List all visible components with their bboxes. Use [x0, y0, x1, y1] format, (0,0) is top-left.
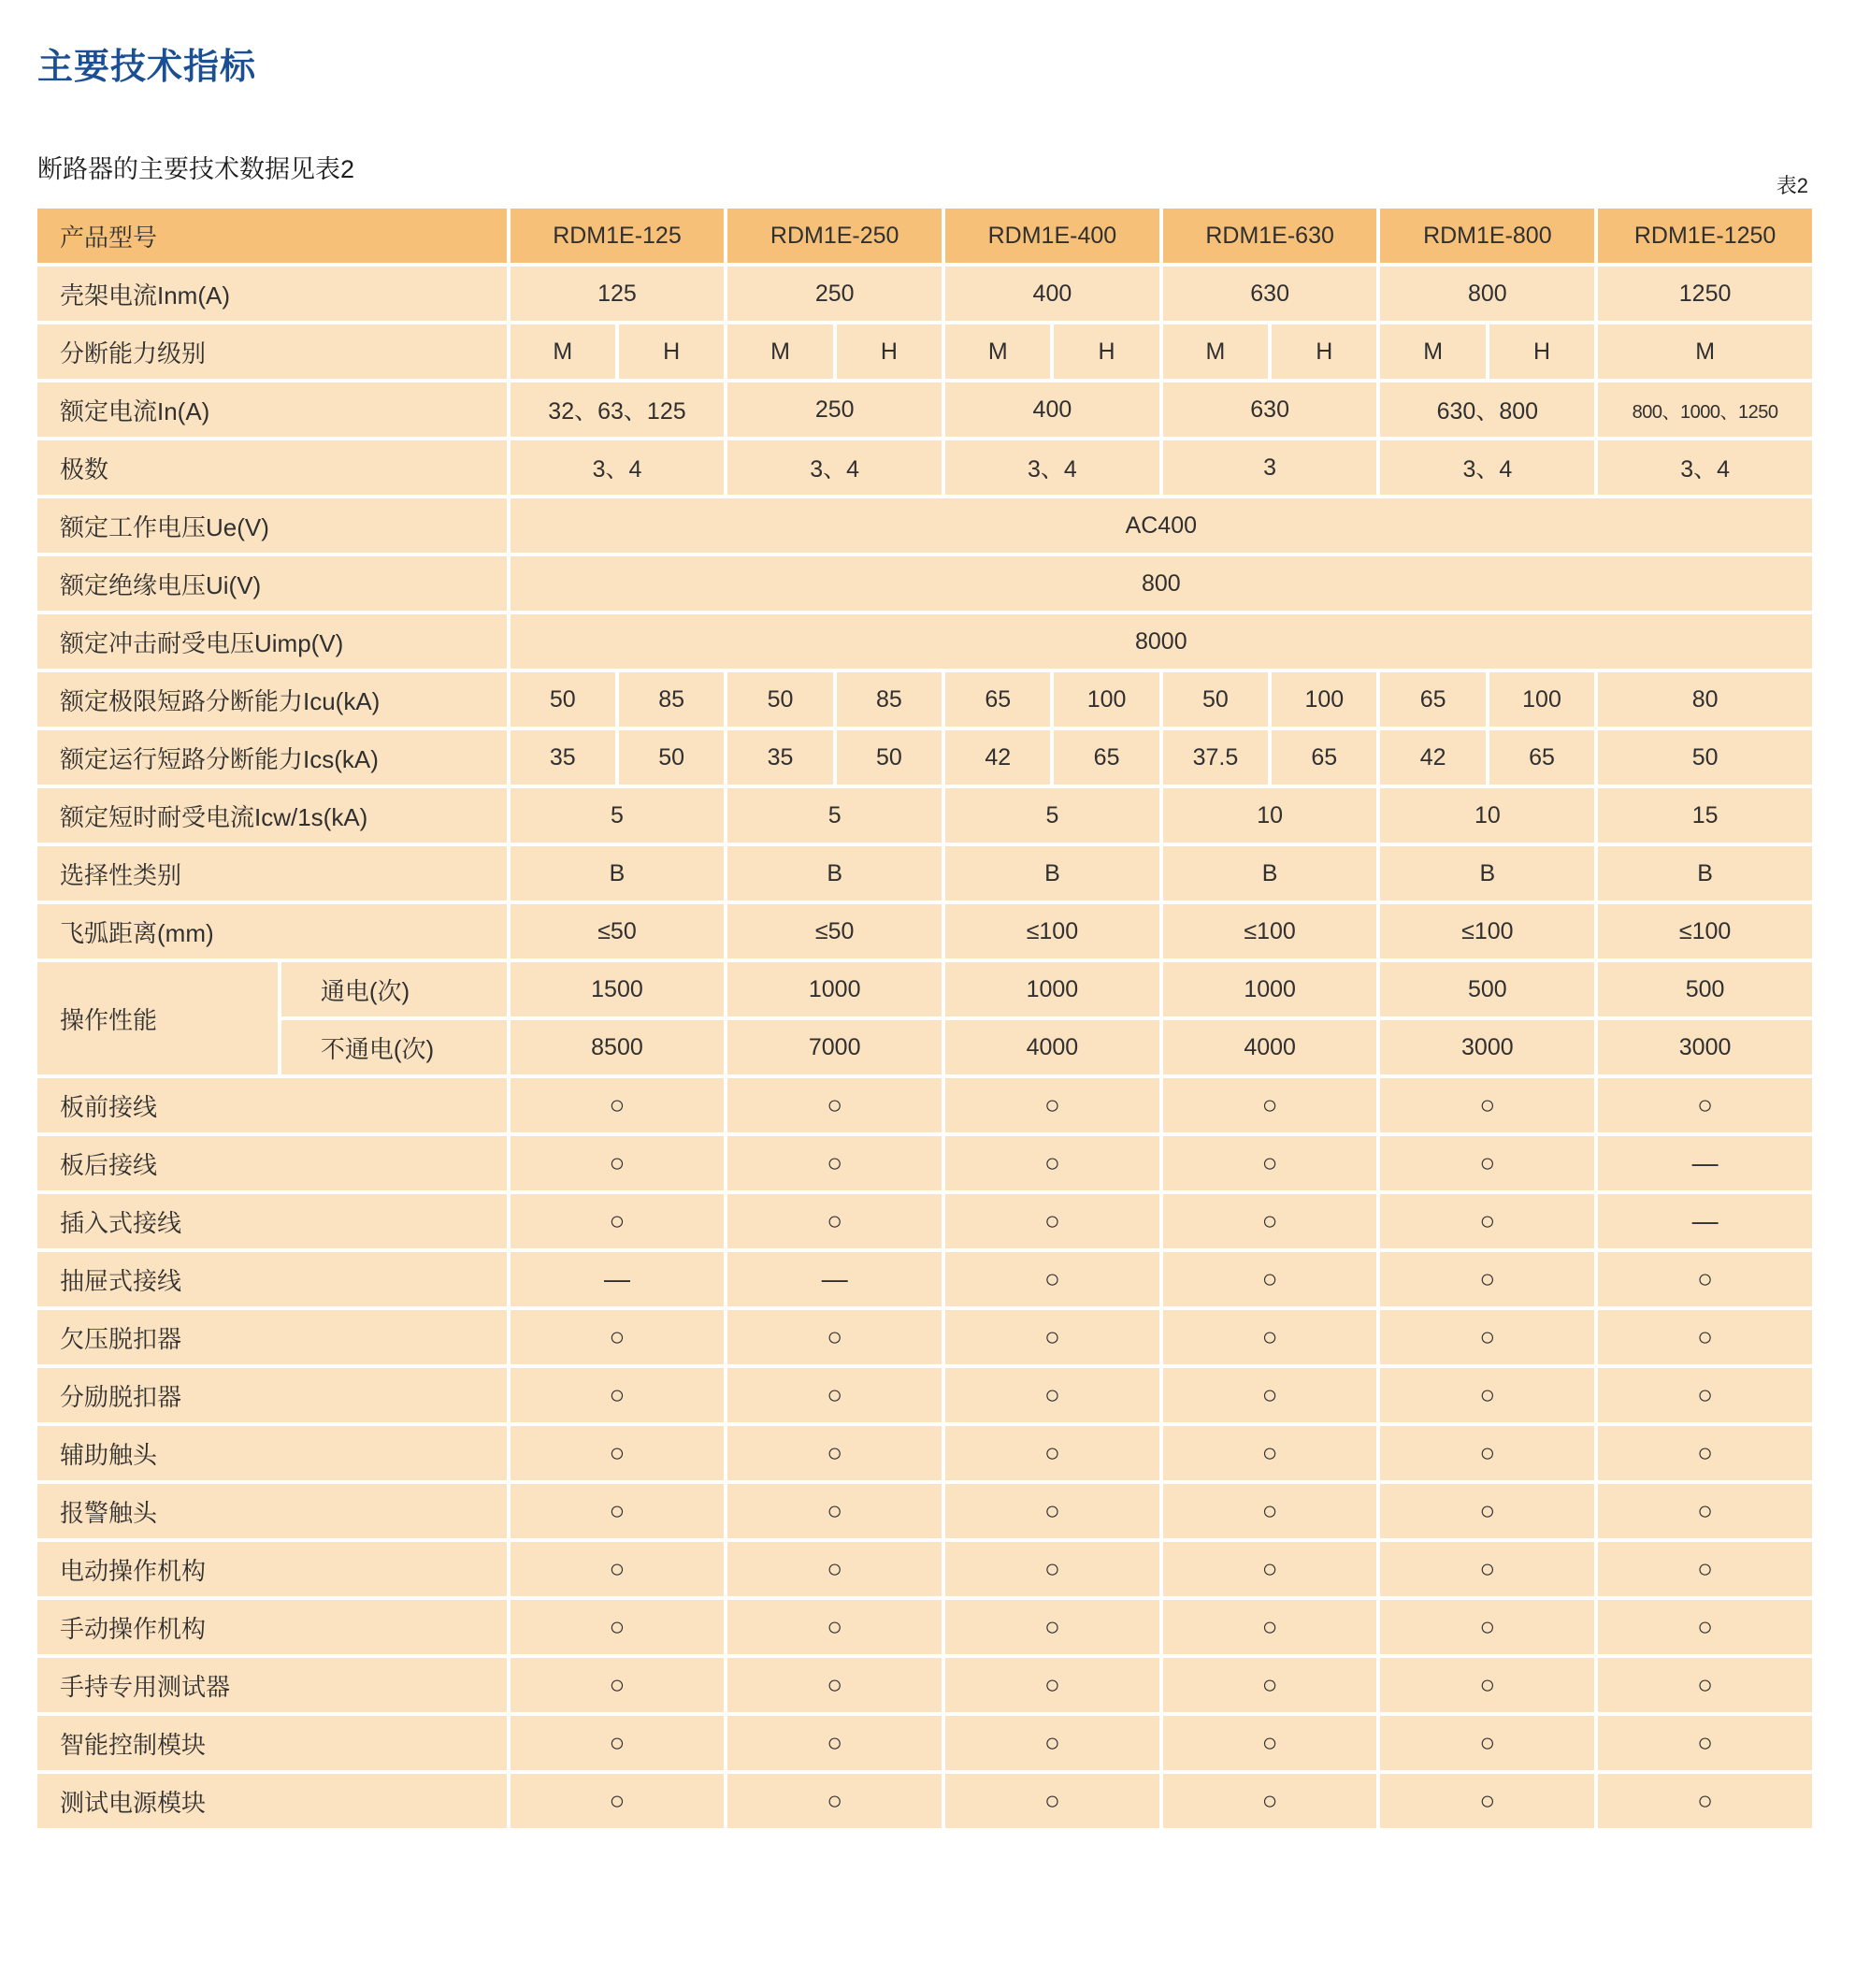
- spec-cell: M: [1598, 324, 1812, 379]
- model-header: RDM1E-250: [727, 209, 942, 263]
- circle-mark: ○: [1380, 1774, 1594, 1828]
- circle-mark: ○: [511, 1426, 725, 1480]
- row-label: 分断能力级别: [37, 324, 507, 379]
- table-row: [37, 904, 1812, 958]
- circle-mark: ○: [727, 1716, 942, 1770]
- product-header-label: 产品型号: [37, 209, 507, 263]
- circle-mark: ○: [511, 1368, 725, 1422]
- spec-cell: 15: [1598, 788, 1812, 843]
- row-label: 电动操作机构: [37, 1542, 507, 1596]
- circle-mark: ○: [945, 1774, 1159, 1828]
- circle-mark: ○: [945, 1252, 1159, 1306]
- row-label: 极数: [37, 440, 507, 495]
- table-tag: 表2: [1776, 174, 1808, 197]
- table-row: [37, 382, 1812, 437]
- circle-mark: ○: [1380, 1542, 1594, 1596]
- dash-mark: —: [1598, 1136, 1812, 1190]
- spec-cell: 5: [511, 788, 725, 843]
- spec-cell: 3: [1163, 440, 1377, 495]
- table-body: [37, 267, 1812, 1828]
- spec-cell: 5: [945, 788, 1159, 843]
- circle-mark: ○: [727, 1542, 942, 1596]
- row-label: 选择性类别: [37, 846, 507, 900]
- table-row: [37, 1658, 1812, 1712]
- spec-cell: 500: [1598, 962, 1812, 1016]
- circle-mark: ○: [1598, 1716, 1812, 1770]
- spec-cell: B: [511, 846, 725, 900]
- circle-mark: ○: [1163, 1542, 1377, 1596]
- spec-cell: 4000: [1163, 1020, 1377, 1074]
- row-label: 壳架电流Inm(A): [37, 267, 507, 321]
- spec-cell: 3、4: [1598, 440, 1812, 495]
- spec-cell: 50: [727, 672, 832, 727]
- intro-text: 断路器的主要技术数据见表2: [37, 155, 355, 183]
- spec-cell: 37.5: [1163, 730, 1268, 785]
- circle-mark: ○: [1598, 1542, 1812, 1596]
- spec-cell: 8000: [511, 614, 1812, 669]
- spec-cell: 1000: [727, 962, 942, 1016]
- spec-cell: B: [727, 846, 942, 900]
- circle-mark: ○: [945, 1600, 1159, 1654]
- table-row: [37, 962, 1812, 1016]
- page-title: 主要技术指标: [37, 48, 257, 87]
- sub-label: 通电(次): [281, 962, 507, 1016]
- spec-cell: 3、4: [511, 440, 725, 495]
- circle-mark: ○: [1163, 1658, 1377, 1712]
- circle-mark: ○: [945, 1716, 1159, 1770]
- circle-mark: ○: [1380, 1078, 1594, 1132]
- circle-mark: ○: [727, 1658, 942, 1712]
- row-label: 欠压脱扣器: [37, 1310, 507, 1364]
- circle-mark: ○: [727, 1368, 942, 1422]
- group-label: 操作性能: [37, 962, 278, 1074]
- spec-cell: 1000: [1163, 962, 1377, 1016]
- header-row: [37, 209, 1812, 263]
- circle-mark: ○: [1163, 1136, 1377, 1190]
- model-header: RDM1E-1250: [1598, 209, 1812, 263]
- table-row: [37, 1542, 1812, 1596]
- spec-cell: 3、4: [1380, 440, 1594, 495]
- spec-cell: 42: [945, 730, 1050, 785]
- spec-cell: 10: [1163, 788, 1377, 843]
- dash-mark: —: [727, 1252, 942, 1306]
- spec-cell: 8500: [511, 1020, 725, 1074]
- row-label: 板前接线: [37, 1078, 507, 1132]
- spec-cell: B: [945, 846, 1159, 900]
- circle-mark: ○: [727, 1426, 942, 1480]
- row-label: 板后接线: [37, 1136, 507, 1190]
- circle-mark: ○: [1163, 1368, 1377, 1422]
- row-label: 辅助触头: [37, 1426, 507, 1480]
- spec-cell: 65: [1054, 730, 1158, 785]
- circle-mark: ○: [1380, 1194, 1594, 1248]
- spec-cell: 630: [1163, 382, 1377, 437]
- circle-mark: ○: [511, 1716, 725, 1770]
- circle-mark: ○: [1598, 1600, 1812, 1654]
- table-row: [37, 788, 1812, 843]
- table-head: [37, 209, 1812, 263]
- circle-mark: ○: [945, 1368, 1159, 1422]
- spec-cell: 7000: [727, 1020, 942, 1074]
- row-label: 智能控制模块: [37, 1716, 507, 1770]
- spec-cell: B: [1163, 846, 1377, 900]
- row-label: 手持专用测试器: [37, 1658, 507, 1712]
- table-row: [37, 1484, 1812, 1538]
- table-row: [37, 672, 1812, 727]
- table-row: [37, 1020, 1812, 1074]
- spec-cell: 65: [945, 672, 1050, 727]
- table-row: [37, 730, 1812, 785]
- spec-cell: 85: [837, 672, 942, 727]
- spec-cell: 1250: [1598, 267, 1812, 321]
- circle-mark: ○: [1163, 1484, 1377, 1538]
- circle-mark: ○: [1163, 1600, 1377, 1654]
- spec-cell: 65: [1380, 672, 1485, 727]
- spec-cell: B: [1380, 846, 1594, 900]
- spec-cell: 100: [1272, 672, 1376, 727]
- circle-mark: ○: [1380, 1426, 1594, 1480]
- spec-cell: 1500: [511, 962, 725, 1016]
- spec-cell: M: [511, 324, 615, 379]
- spec-cell: 50: [1163, 672, 1268, 727]
- circle-mark: ○: [945, 1542, 1159, 1596]
- spec-cell: 4000: [945, 1020, 1159, 1074]
- spec-cell: M: [1163, 324, 1268, 379]
- table-row: [37, 1310, 1812, 1364]
- circle-mark: ○: [1598, 1658, 1812, 1712]
- spec-cell: 32、63、125: [511, 382, 725, 437]
- spec-cell: 800、1000、1250: [1598, 382, 1812, 437]
- spec-cell: 3、4: [945, 440, 1159, 495]
- circle-mark: ○: [1598, 1426, 1812, 1480]
- circle-mark: ○: [727, 1194, 942, 1248]
- circle-mark: ○: [1380, 1600, 1594, 1654]
- spec-cell: 630、800: [1380, 382, 1594, 437]
- circle-mark: ○: [1380, 1310, 1594, 1364]
- circle-mark: ○: [945, 1484, 1159, 1538]
- model-header: RDM1E-125: [511, 209, 725, 263]
- spec-cell: B: [1598, 846, 1812, 900]
- spec-cell: 250: [727, 267, 942, 321]
- circle-mark: ○: [1163, 1078, 1377, 1132]
- row-label: 额定电流In(A): [37, 382, 507, 437]
- spec-cell: 5: [727, 788, 942, 843]
- model-header: RDM1E-630: [1163, 209, 1377, 263]
- spec-cell: 65: [1272, 730, 1376, 785]
- dash-mark: —: [1598, 1194, 1812, 1248]
- spec-cell: ≤100: [945, 904, 1159, 958]
- spec-cell: 35: [511, 730, 615, 785]
- table-row: [37, 1368, 1812, 1422]
- table-row: [37, 1194, 1812, 1248]
- circle-mark: ○: [511, 1542, 725, 1596]
- spec-cell: H: [619, 324, 724, 379]
- spec-cell: 35: [727, 730, 832, 785]
- table-row: [37, 846, 1812, 900]
- spec-cell: 500: [1380, 962, 1594, 1016]
- spec-cell: 65: [1489, 730, 1594, 785]
- circle-mark: ○: [945, 1078, 1159, 1132]
- spec-cell: ≤50: [727, 904, 942, 958]
- spec-cell: M: [1380, 324, 1485, 379]
- spec-cell: 10: [1380, 788, 1594, 843]
- table-row: [37, 324, 1812, 379]
- table-row: [37, 1716, 1812, 1770]
- spec-cell: 85: [619, 672, 724, 727]
- spec-cell: 42: [1380, 730, 1485, 785]
- spec-cell: 400: [945, 267, 1159, 321]
- circle-mark: ○: [1598, 1774, 1812, 1828]
- circle-mark: ○: [1163, 1774, 1377, 1828]
- spec-cell: H: [1272, 324, 1376, 379]
- circle-mark: ○: [1163, 1310, 1377, 1364]
- spec-cell: ≤100: [1163, 904, 1377, 958]
- circle-mark: ○: [1598, 1484, 1812, 1538]
- row-label: 额定运行短路分断能力Ics(kA): [37, 730, 507, 785]
- spec-cell: 3000: [1380, 1020, 1594, 1074]
- spec-cell: 800: [511, 556, 1812, 611]
- spec-table: [34, 205, 1816, 1832]
- circle-mark: ○: [1380, 1658, 1594, 1712]
- spec-cell: 50: [1598, 730, 1812, 785]
- spec-cell: 1000: [945, 962, 1159, 1016]
- spec-cell: 800: [1380, 267, 1594, 321]
- circle-mark: ○: [727, 1484, 942, 1538]
- spec-cell: H: [837, 324, 942, 379]
- row-label: 手动操作机构: [37, 1600, 507, 1654]
- row-label: 额定工作电压Ue(V): [37, 498, 507, 553]
- row-label: 分励脱扣器: [37, 1368, 507, 1422]
- model-header: RDM1E-400: [945, 209, 1159, 263]
- circle-mark: ○: [945, 1426, 1159, 1480]
- row-label: 插入式接线: [37, 1194, 507, 1248]
- row-label: 报警触头: [37, 1484, 507, 1538]
- spec-cell: ≤100: [1598, 904, 1812, 958]
- circle-mark: ○: [1380, 1252, 1594, 1306]
- table-row: [37, 556, 1812, 611]
- circle-mark: ○: [511, 1484, 725, 1538]
- spec-cell: M: [727, 324, 832, 379]
- spec-cell: 50: [619, 730, 724, 785]
- circle-mark: ○: [727, 1600, 942, 1654]
- circle-mark: ○: [511, 1774, 725, 1828]
- model-header: RDM1E-800: [1380, 209, 1594, 263]
- row-label: 额定短时耐受电流Icw/1s(kA): [37, 788, 507, 843]
- circle-mark: ○: [511, 1600, 725, 1654]
- spec-cell: 100: [1054, 672, 1158, 727]
- spec-cell: 50: [511, 672, 615, 727]
- spec-cell: 125: [511, 267, 725, 321]
- row-label: 抽屉式接线: [37, 1252, 507, 1306]
- table-row: [37, 267, 1812, 321]
- spec-cell: 3000: [1598, 1020, 1812, 1074]
- circle-mark: ○: [511, 1310, 725, 1364]
- spec-cell: 50: [837, 730, 942, 785]
- row-label: 额定极限短路分断能力Icu(kA): [37, 672, 507, 727]
- circle-mark: ○: [945, 1194, 1159, 1248]
- spec-cell: 250: [727, 382, 942, 437]
- table-row: [37, 498, 1812, 553]
- circle-mark: ○: [511, 1078, 725, 1132]
- spec-cell: 3、4: [727, 440, 942, 495]
- circle-mark: ○: [1598, 1252, 1812, 1306]
- circle-mark: ○: [1163, 1716, 1377, 1770]
- table-row: [37, 1600, 1812, 1654]
- circle-mark: ○: [1380, 1716, 1594, 1770]
- spec-cell: 100: [1489, 672, 1594, 727]
- circle-mark: ○: [1380, 1136, 1594, 1190]
- circle-mark: ○: [1598, 1310, 1812, 1364]
- spec-cell: ≤50: [511, 904, 725, 958]
- circle-mark: ○: [1163, 1194, 1377, 1248]
- circle-mark: ○: [511, 1136, 725, 1190]
- circle-mark: ○: [727, 1136, 942, 1190]
- circle-mark: ○: [945, 1658, 1159, 1712]
- row-label: 额定冲击耐受电压Uimp(V): [37, 614, 507, 669]
- spec-cell: H: [1489, 324, 1594, 379]
- circle-mark: ○: [945, 1136, 1159, 1190]
- table-row: [37, 1252, 1812, 1306]
- row-label: 测试电源模块: [37, 1774, 507, 1828]
- spec-cell: 630: [1163, 267, 1377, 321]
- table-row: [37, 1426, 1812, 1480]
- circle-mark: ○: [727, 1078, 942, 1132]
- circle-mark: ○: [1163, 1426, 1377, 1480]
- table-row: [37, 1078, 1812, 1132]
- circle-mark: ○: [1380, 1484, 1594, 1538]
- circle-mark: ○: [511, 1658, 725, 1712]
- table-row: [37, 614, 1812, 669]
- spec-cell: H: [1054, 324, 1158, 379]
- spec-cell: 80: [1598, 672, 1812, 727]
- table-row: [37, 1136, 1812, 1190]
- circle-mark: ○: [727, 1774, 942, 1828]
- table-row: [37, 440, 1812, 495]
- circle-mark: ○: [945, 1310, 1159, 1364]
- circle-mark: ○: [511, 1194, 725, 1248]
- spec-cell: AC400: [511, 498, 1812, 553]
- row-label: 飞弧距离(mm): [37, 904, 507, 958]
- circle-mark: ○: [1598, 1368, 1812, 1422]
- dash-mark: —: [511, 1252, 725, 1306]
- spec-cell: M: [945, 324, 1050, 379]
- circle-mark: ○: [1380, 1368, 1594, 1422]
- spec-cell: 400: [945, 382, 1159, 437]
- circle-mark: ○: [727, 1310, 942, 1364]
- table-row: [37, 1774, 1812, 1828]
- row-label: 额定绝缘电压Ui(V): [37, 556, 507, 611]
- circle-mark: ○: [1163, 1252, 1377, 1306]
- spec-cell: ≤100: [1380, 904, 1594, 958]
- sub-label: 不通电(次): [281, 1020, 507, 1074]
- circle-mark: ○: [1598, 1078, 1812, 1132]
